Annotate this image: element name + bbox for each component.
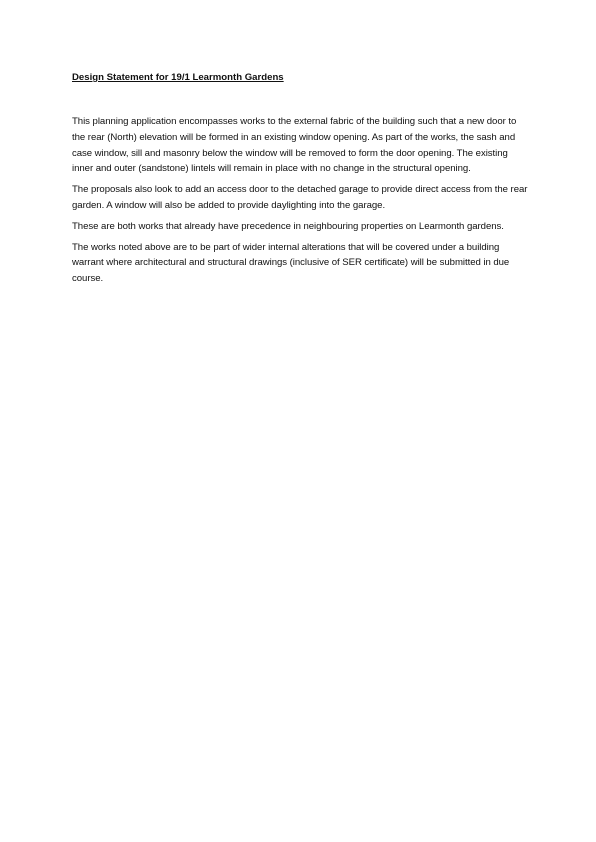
document-content	[72, 71, 528, 292]
paragraph-building-warrant: The works noted above are to be part of wider internal alterations that will be covered under a building warrant where architectural and structural drawings (inclusive of SER certificate) will be submitted in due course.	[72, 241, 510, 285]
document-title: Design Statement for 19/1 Learmonth Gardens	[72, 72, 284, 83]
paragraph-application-scope: This planning application encompasses works to the external fabric of the building such that a new door to the rear (North) elevation will be formed in an existing window opening. As part of the works, the sash and case window, sill and masonry below the window will be removed to form the door opening. The existing inner and outer (sandstone) lintels will remain in place with no change in the structural opening.	[72, 116, 517, 175]
paragraph-precedence: These are both works that already have precedence in neighbouring properties on Learmonth gardens.	[72, 220, 504, 232]
paragraph-garage-proposals: The proposals also look to add an access door to the detached garage to provide direct access from the rear garden. A window will also be added to provide daylighting into the garage.	[72, 184, 528, 211]
